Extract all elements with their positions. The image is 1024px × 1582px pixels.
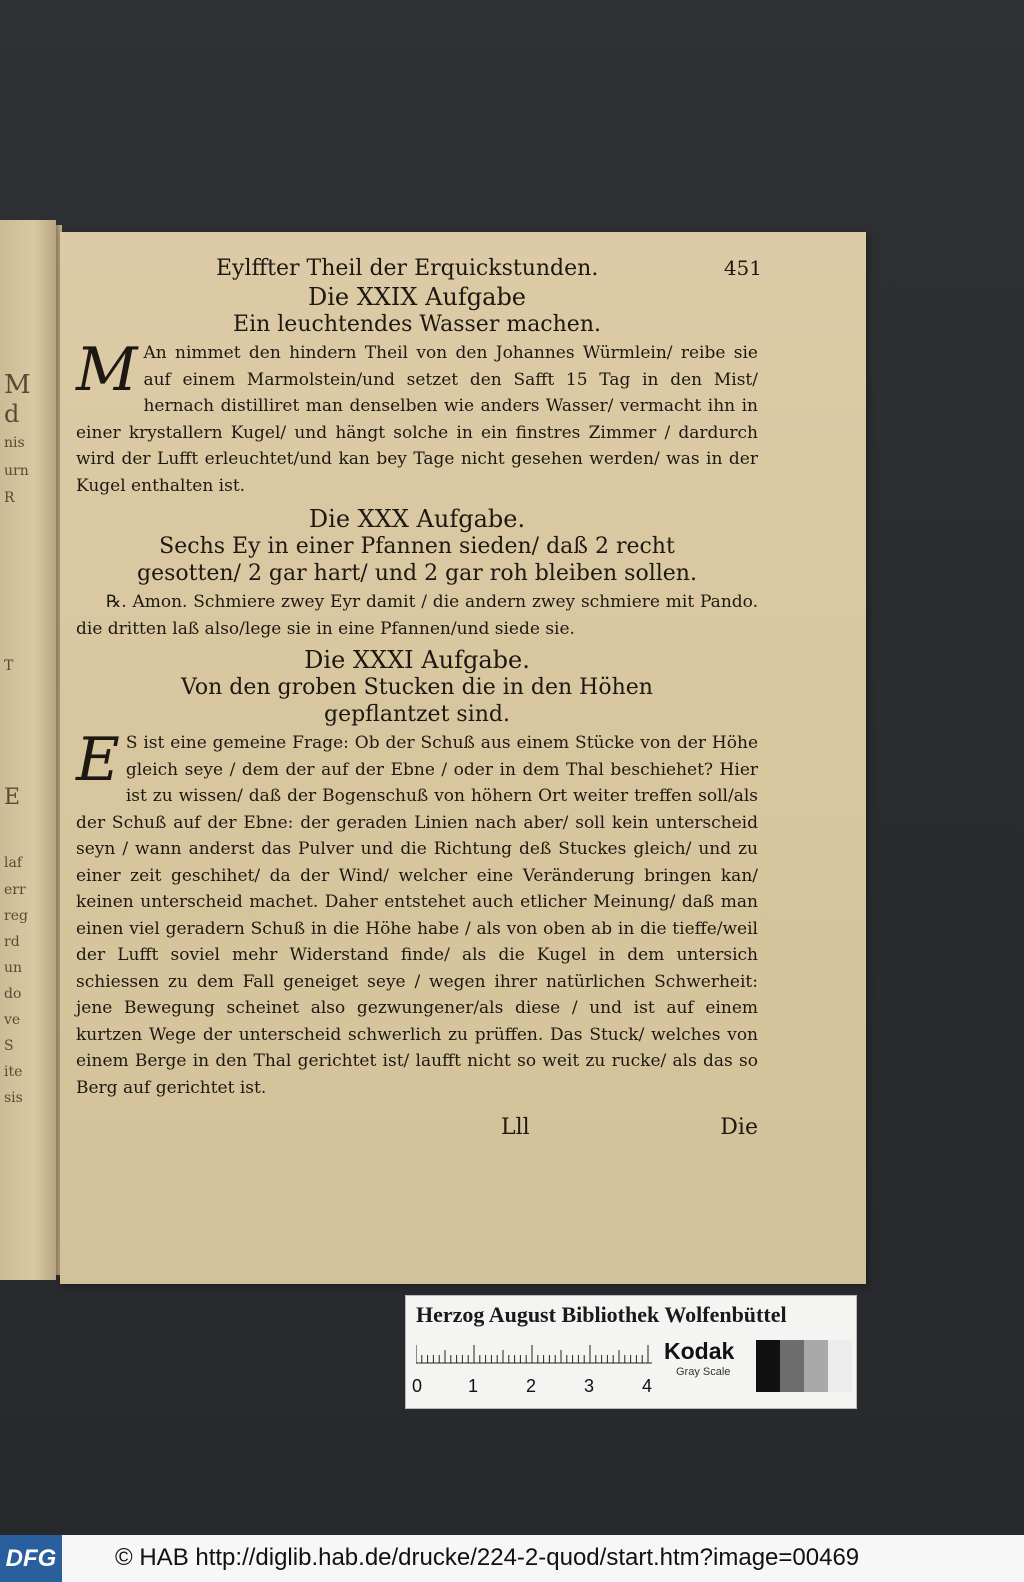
left-fragment: ite xyxy=(4,1064,23,1080)
section-31 xyxy=(76,646,758,1101)
section-body-text: An nimmet den hindern Theil von den Johannes Würmlein/ reibe sie auf einem Marmolstein/und setzet den Safft 15 Tag in den Mist/ hernach distilliret man denselben wie anders Wasser/ vermacht ihn in einer krystallern Kugel/ und hängt solche in ein finstres Zimmer / dardurch wird der Lufft erleuchtet/und kan bey Tage nicht gesehen werden/ was in der Kugel enthalten ist. xyxy=(76,343,758,496)
left-fragment: urn xyxy=(4,463,29,479)
ruler-number: 4 xyxy=(642,1376,653,1396)
gray-swatches xyxy=(756,1340,852,1392)
left-fragment: rd xyxy=(4,934,20,950)
left-fragment: R xyxy=(4,490,15,506)
drop-cap: E xyxy=(76,725,120,795)
gray-swatch xyxy=(780,1340,804,1392)
page-number: 451 xyxy=(723,256,762,280)
left-fragment: do xyxy=(4,986,22,1002)
page-text xyxy=(76,256,762,1140)
library-name: Herzog August Bibliothek Wolfenbüttel xyxy=(416,1302,787,1327)
ruler-number: 3 xyxy=(584,1376,595,1396)
running-head-title: Eylffter Theil der Erquickstunden. xyxy=(216,256,599,281)
signature-mark: Lll xyxy=(501,1115,530,1140)
section-subheading: Von den groben Stucken die in den Höhen gepflantzet sind. xyxy=(181,675,653,727)
book-page xyxy=(60,232,866,1284)
section-heading: Die XXXI Aufgabe. xyxy=(304,646,530,674)
section-heading: Die XXX Aufgabe. xyxy=(308,505,526,533)
dfg-logo: DFG xyxy=(0,1535,62,1582)
left-fragment: ve xyxy=(4,1012,21,1028)
color-scale-card xyxy=(405,1295,857,1409)
left-fragment: un xyxy=(4,960,23,976)
ruler-number: 1 xyxy=(468,1376,479,1396)
ruler-number: 2 xyxy=(526,1376,537,1396)
gray-swatch xyxy=(804,1340,828,1392)
left-fragment: M xyxy=(4,370,31,400)
section-body-text: ℞. Amon. Schmiere zwey Eyr damit / die andern zwey schmiere mit Pando. die dritten laß also/lege sie in eine Pfannen/und siede sie. xyxy=(76,592,758,639)
section-body xyxy=(76,335,758,499)
drop-cap: M xyxy=(76,335,138,405)
section-subheading: Sechs Ey in einer Pfannen sieden/ daß 2 recht gesotten/ 2 gar hart/ und 2 gar roh bleiben sollen. xyxy=(137,534,697,586)
section-heading: Die XXIX Aufgabe xyxy=(307,283,527,311)
left-fragment: E xyxy=(4,785,21,810)
left-fragment: d xyxy=(4,400,20,428)
left-fragment: laf xyxy=(4,855,23,871)
running-head xyxy=(216,256,762,281)
ruler-number: 0 xyxy=(412,1376,423,1396)
kodak-brand: Kodak xyxy=(664,1338,735,1364)
page-footer xyxy=(76,1115,758,1140)
credit-link[interactable]: © HAB http://diglib.hab.de/drucke/224-2-quod/start.htm?image=00469 xyxy=(115,1544,860,1571)
gray-swatch xyxy=(828,1340,852,1392)
left-page-edge xyxy=(0,220,56,1280)
left-fragment: nis xyxy=(4,435,25,451)
bottom-credit-bar xyxy=(0,1535,1024,1582)
section-body-text: S ist eine gemeine Frage: Ob der Schuß aus einem Stücke von der Höhe gleich seye / dem der auf der Ebne / oder in dem Thal beschiehet? Hier ist zu wissen/ daß der Bogenschuß von höhern Ort weiter treffen soll/als der Schuß auf der Ebne: der geraden Linien nach aber/ soll kein unterscheid seyn / wann anderst das Pulver und die Richtung deß Stuckes gleich/ und zu einer zeit geschihet/ da der Wind/ welcher eine Veränderung bringen kan/ keinen unterscheid machet. Daher entstehet auch etlicher Meinung/ daß man einen viel geradern Schuß in die Höhe habe / als von oben ab in die tieffe/weil der Lufft soviel mehr Widerstand finde/ als die Kugel in dem untersich schiessen zu dem Fall geneiget seye / wegen ihrer natürlichen Schwerheit: jene Bewegung scheinet also gezwungener/als diese / und ist auf einem kurtzen Wege der unterscheid schwerlich zu prüffen. Das Stuck/ welches von einem Berge in den Thal gerichtet ist/ laufft nicht so weit zu rucke/ als das so Berg auf gerichtet ist. xyxy=(76,733,758,1098)
left-fragment: err xyxy=(4,882,26,898)
gray-swatch xyxy=(756,1340,780,1392)
section-30 xyxy=(76,505,758,642)
left-fragment: reg xyxy=(4,908,28,924)
section-29 xyxy=(76,283,758,499)
section-body xyxy=(76,725,758,1101)
section-subheading: Ein leuchtendes Wasser machen. xyxy=(233,312,601,337)
left-fragment: S xyxy=(4,1038,14,1054)
ruler-scale xyxy=(416,1336,652,1364)
section-body xyxy=(76,589,758,642)
gray-scale-label: Gray Scale xyxy=(676,1366,731,1378)
left-fragment: sis xyxy=(4,1090,23,1106)
left-fragment: T xyxy=(4,658,14,674)
catchword: Die xyxy=(720,1115,758,1140)
